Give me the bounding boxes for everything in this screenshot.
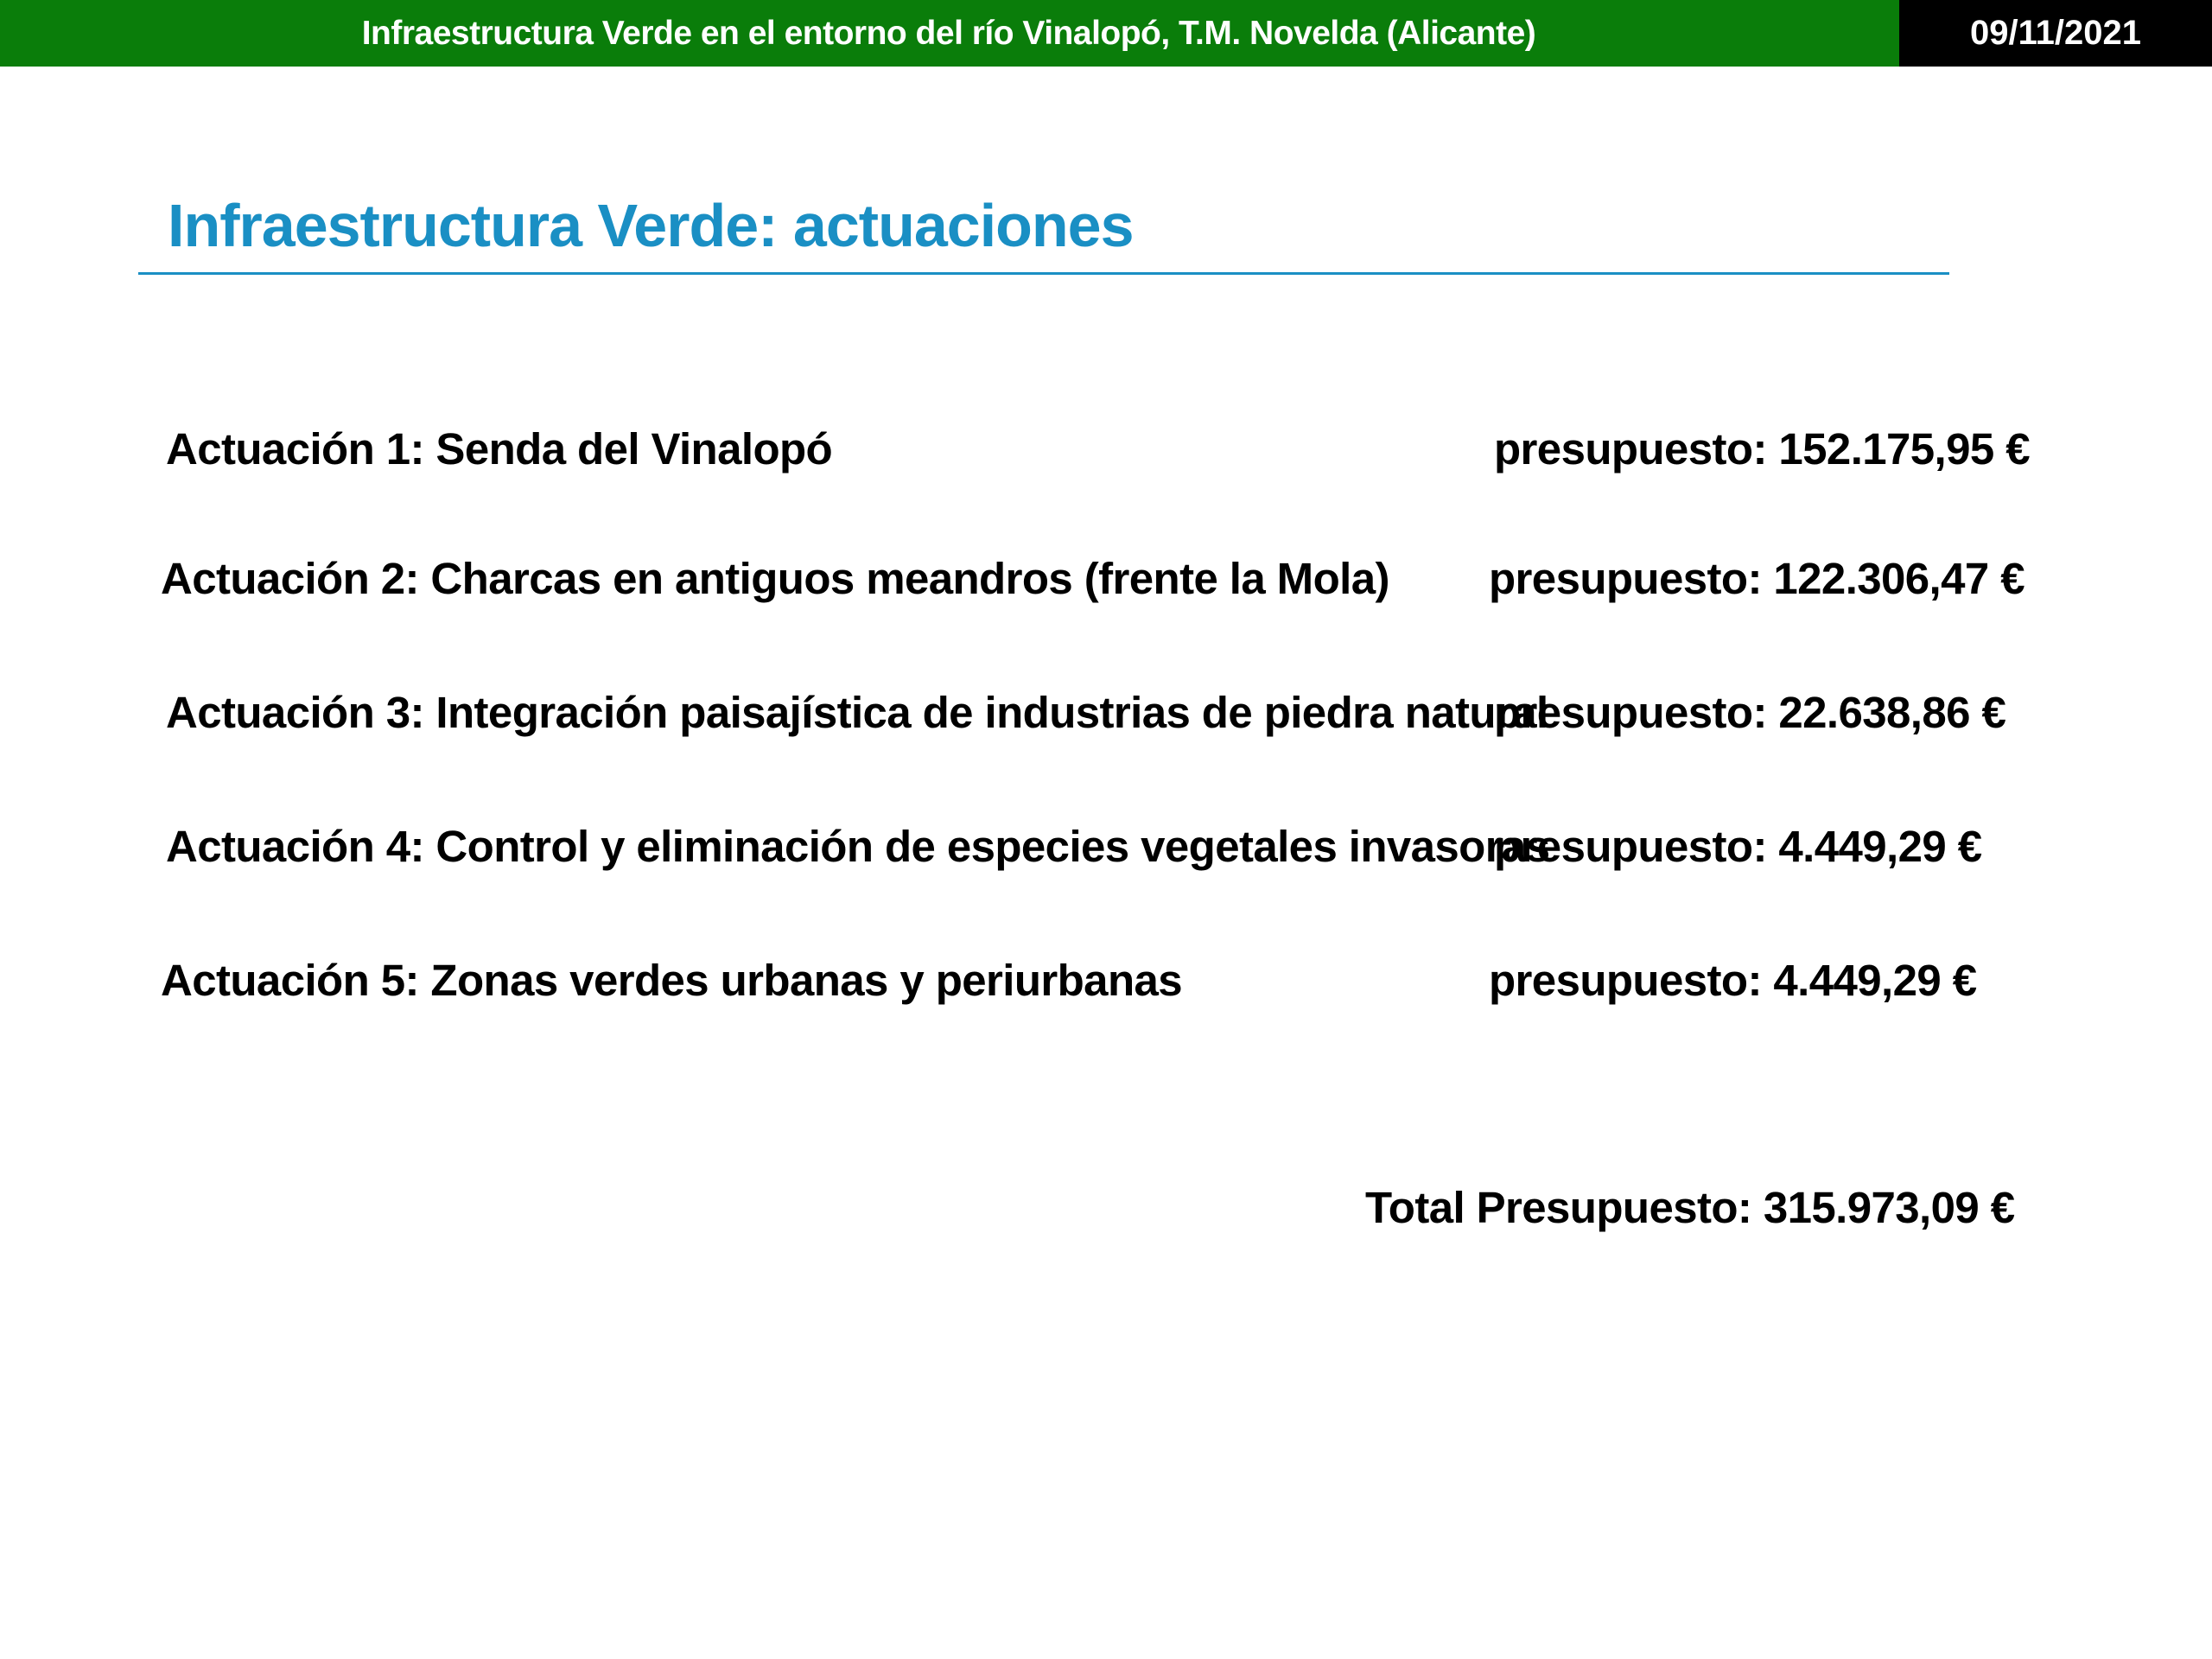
actuacion-2-budget: presupuesto: 122.306,47 € bbox=[1489, 554, 2024, 603]
actuacion-4-label: Actuación 4: Control y eliminación de especies vegetales invasoras bbox=[166, 822, 1550, 871]
total-budget: Total Presupuesto: 315.973,09 € bbox=[1365, 1183, 2015, 1232]
actuacion-4-budget: presupuesto: 4.449,29 € bbox=[1494, 822, 1982, 871]
title-divider bbox=[138, 272, 1949, 275]
actuacion-5-label: Actuación 5: Zonas verdes urbanas y periurbanas bbox=[161, 956, 1183, 1005]
actuacion-3-budget: presupuesto: 22.638,86 € bbox=[1494, 688, 2006, 737]
header-date: 09/11/2021 bbox=[1899, 0, 2212, 67]
actuacion-1-label: Actuación 1: Senda del Vinalopó bbox=[166, 424, 833, 474]
actuacion-2-label: Actuación 2: Charcas en antiguos meandros (frente la Mola) bbox=[161, 554, 1389, 603]
actuacion-3-label: Actuación 3: Integración paisajística de industrias de piedra natural bbox=[166, 688, 1548, 737]
header-title: Infraestructura Verde en el entorno del río Vinalopó, T.M. Novelda (Alicante) bbox=[361, 15, 1536, 52]
header-bar bbox=[0, 0, 2212, 67]
page-title: Infraestructura Verde: actuaciones bbox=[168, 192, 1134, 259]
actuacion-5-budget: presupuesto: 4.449,29 € bbox=[1489, 956, 1977, 1005]
actuacion-1-budget: presupuesto: 152.175,95 € bbox=[1494, 424, 2030, 474]
